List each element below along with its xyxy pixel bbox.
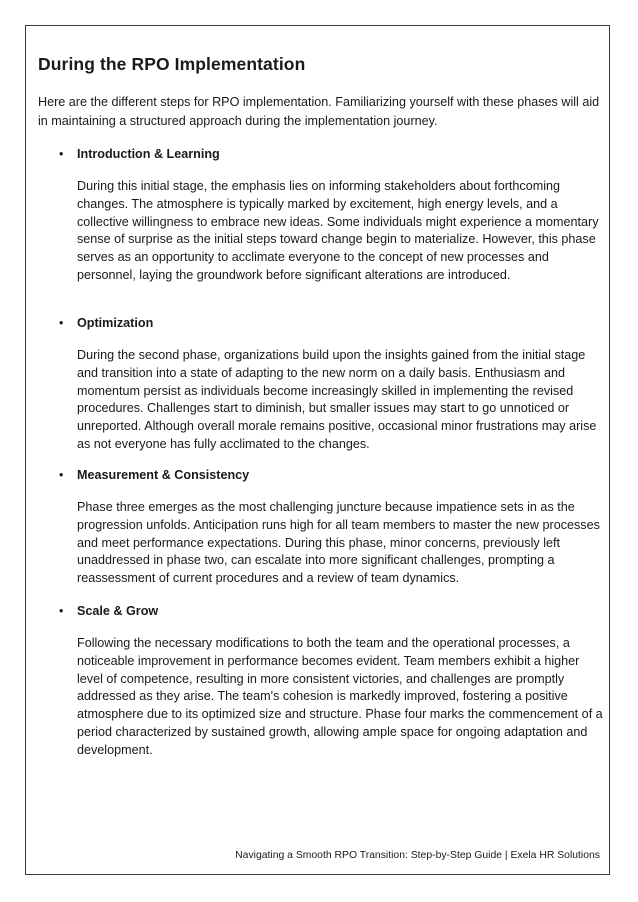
section-body: During the second phase, organizations build upon the insights gained from the initial stage and transition into a state of adapting to the new norm on a daily basis. Enthusiasm and momentum persist as individuals become increasingly skilled in implementing the revised procedures. Challenges start to diminish, but smaller issues may start to go unnoticed or unreported. Although overall morale remains positive, occasional minor frustrations may arise as not everyone has fully acclimated to the changes. [77, 348, 597, 451]
bullet-icon: • [59, 147, 64, 161]
intro-paragraph: Here are the different steps for RPO implementation. Familiarizing yourself with these phases will aid in maintaining a structured approach during the implementation journey. [38, 95, 600, 128]
bullet-icon: • [59, 468, 64, 482]
section-scale-grow [38, 602, 604, 760]
section-heading: Scale & Grow [77, 604, 159, 618]
section-heading: Introduction & Learning [77, 147, 220, 161]
section-optimization [38, 314, 604, 454]
section-body: During this initial stage, the emphasis lies on informing stakeholders about forthcoming changes. The atmosphere is typically marked by excitement, high energy levels, and a collective willingness to embrace new ideas. Some individuals might experience a momentary sense of surprise as the initial steps toward change begin to materialize. However, this phase serves as an opportunity to acclimate everyone to the concept of new processes and personnel, laying the groundwork before significant alterations are introduced. [77, 179, 599, 282]
bullet-icon: • [59, 316, 64, 330]
section-introduction-learning [38, 145, 604, 285]
bullet-icon: • [59, 604, 64, 618]
section-body: Following the necessary modifications to both the team and the operational processes, a noticeable improvement in performance becomes evident. Team members exhibit a higher level of competence, resulting in more consistent victories, and challenges are promptly addressed as they arise. The team's cohesion is markedly improved, fostering a positive atmosphere due to its optimized size and structure. Phase four marks the commencement of a period characterized by sustained growth, allowing ample space for ongoing adaptation and development. [77, 636, 603, 757]
page-title: During the RPO Implementation [38, 54, 306, 74]
section-body: Phase three emerges as the most challenging juncture because impatience sets in as the progression unfolds. Anticipation runs high for all team members to master the new processes and meet performance expectations. During this phase, minor concerns, previously left unaddressed in phase two, can escalate into more significant challenges, prompting a reassessment of current procedures and a review of team dynamics. [77, 500, 600, 586]
section-heading: Measurement & Consistency [77, 468, 250, 482]
section-measurement-consistency [38, 466, 604, 588]
section-heading: Optimization [77, 316, 154, 330]
page-footer: Navigating a Smooth RPO Transition: Step-by-Step Guide | Exela HR Solutions [235, 850, 600, 861]
